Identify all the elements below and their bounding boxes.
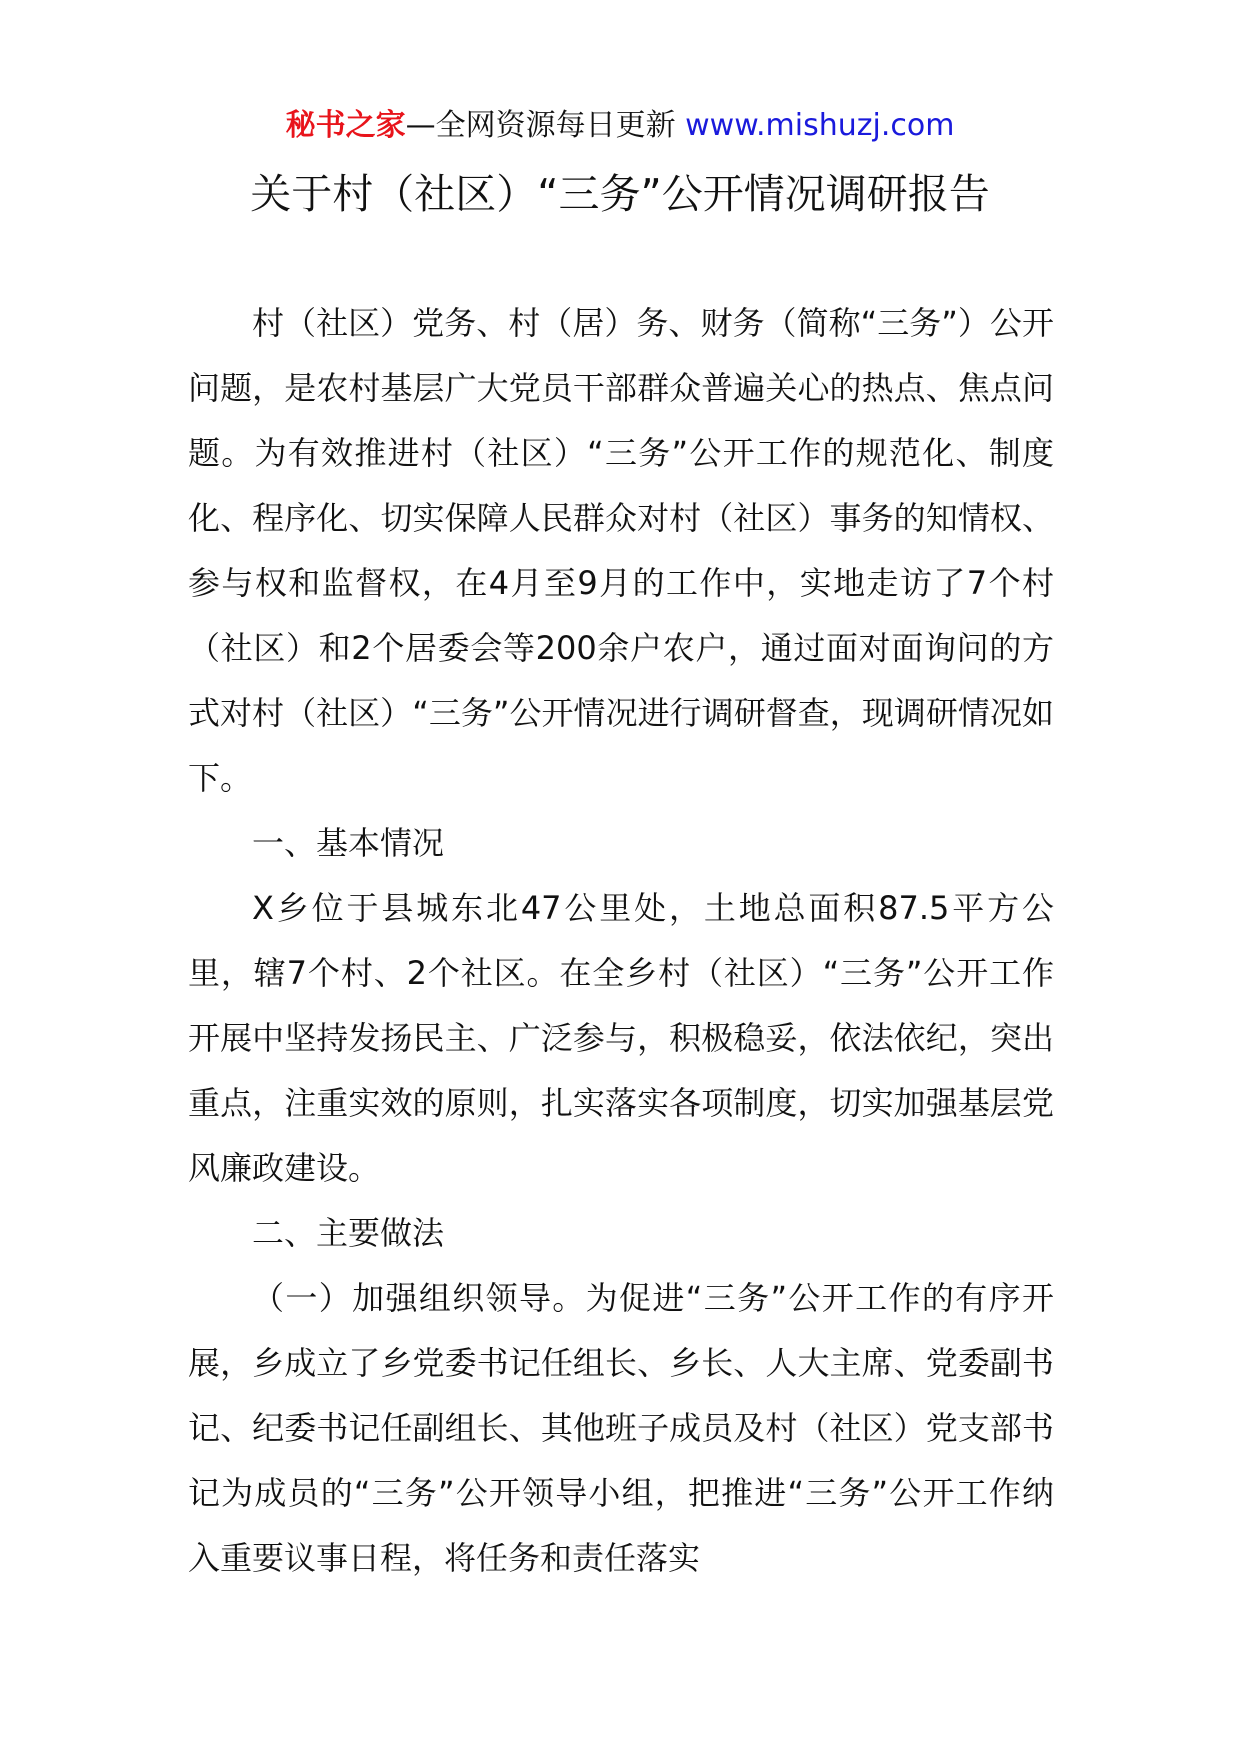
section-heading-basic-situation: 一、基本情况 [252, 824, 445, 862]
document-body [188, 291, 1054, 1591]
banner-url-link[interactable]: www.mishuzj.com [685, 108, 955, 143]
banner-brand: 秘书之家 [285, 108, 406, 143]
site-banner [0, 104, 1240, 148]
paragraph-organization-leadership: （一）加强组织领导。为促进“三务”公开工作的有序开展，乡成立了乡党委书记任组长、乡长、人大主席、党委副书记、纪委书记任副组长、其他班子成员及村（社区）党支部书记为成员的“三务”公开领导小组，把推进“三务”公开工作纳入重要议事日程，将任务和责任落实 [188, 1279, 1054, 1577]
paragraph-basic-situation: X乡位于县城东北47公里处，土地总面积87.5平方公里，辖7个村、2个社区。在全乡村（社区）“三务”公开工作开展中坚持发扬民主、广泛参与，积极稳妥，依法依纪，突出重点，注重实效的原则，扎实落实各项制度，切实加强基层党风廉政建设。 [188, 889, 1054, 1187]
banner-tagline: —全网资源每日更新 [405, 108, 686, 143]
section-heading-main-practices: 二、主要做法 [252, 1214, 445, 1252]
document-title: 关于村（社区）“三务”公开情况调研报告 [250, 170, 990, 218]
paragraph-intro: 村（社区）党务、村（居）务、财务（简称“三务”）公开问题，是农村基层广大党员干部群众普遍关心的热点、焦点问题。为有效推进村（社区）“三务”公开工作的规范化、制度化、程序化、切实保障人民群众对村（社区）事务的知情权、参与权和监督权，在4月至9月的工作中，实地走访了7个村（社区）和2个居委会等200余户农户，通过面对面询问的方式对村（社区）“三务”公开情况进行调研督查，现调研情况如下。 [188, 304, 1054, 797]
